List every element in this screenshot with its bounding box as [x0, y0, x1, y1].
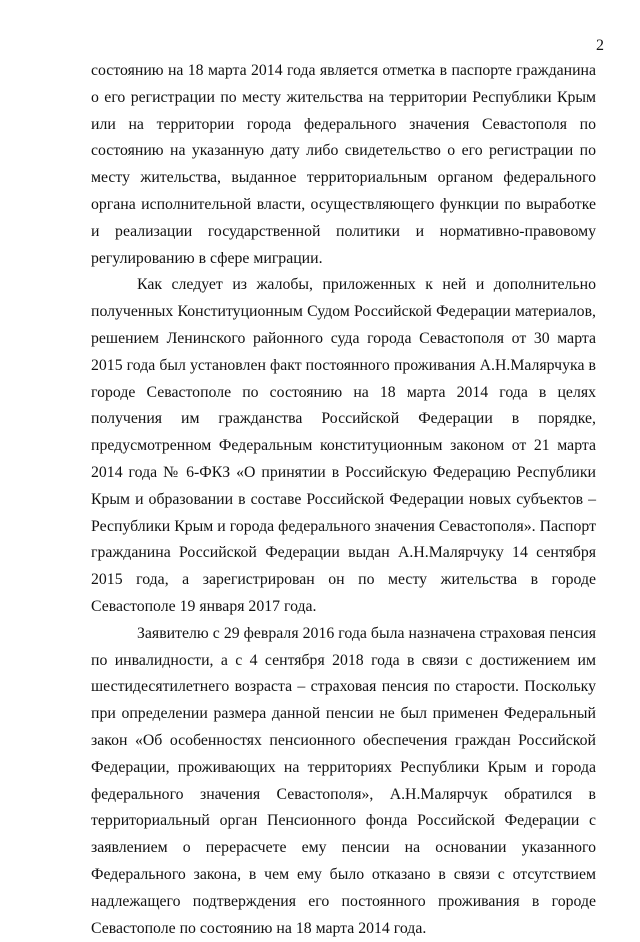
paragraph-complaint-facts: Как следует из жалобы, приложенных к ней и дополнительно полученных Конституционным Судом Российской Федерации материалов, решением Ленинского районного суда города Севастополя от 30 марта 2015 года был установлен факт постоянного проживания А.Н.Малярчука в городе Севастополе по состоянию на 18 марта 2014 года в целях получения им гражданства Российской Федерации в порядке, предусмотренном Федеральным конституционным законом от 21 марта 2014 года № 6-ФКЗ «О принятии в Российскую Федерацию Республики Крым и образовании в составе Российской Федерации новых субъектов – Республики Крым и города федерального значения Севастополя». Паспорт гражданина Российской Федерации выдан А.Н.Малярчуку 14 сентября 2015 года, а зарегистрирован он по месту жительства в городе Севастополе 19 января 2017 года.: [91, 276, 596, 615]
page-number: 2: [596, 37, 604, 54]
paragraph-pension: Заявителю с 29 февраля 2016 года была назначена страховая пенсия по инвалидности, а с 4 сентября 2018 года в связи с достижением им шестидесятилетнего возраста – страховая пенсия по старости. Поскольку при определении размера данной пенсии не был применен Федеральный закон «Об особенностях пенсионного обеспечения граждан Российской Федерации, проживающих на территориях Республики Крым и города федерального значения Севастополя», А.Н.Малярчук обратился в территориальный орган Пенсионного фонда Российской Федерации с заявлением о перерасчете ему пенсии на основании указанного Федерального закона, в чем ему было отказано в связи с отсутствием надлежащего подтверждения его постоянного проживания в городе Севастополе по состоянию на 18 марта 2014 года.: [91, 624, 596, 937]
document-body: [91, 58, 596, 942]
paragraph-continuation: состоянию на 18 марта 2014 года является отметка в паспорте гражданина о его регистрации по месту жительства на территории Республики Крым или на территории города федерального значения Севастополя по состоянию на указанную дату либо свидетельство о его регистрации по месту жительства, выданное территориальным органом федерального органа исполнительной власти, осуществляющего функции по выработке и реализации государственной политики и нормативно-правовому регулированию в сфере миграции.: [91, 62, 596, 267]
